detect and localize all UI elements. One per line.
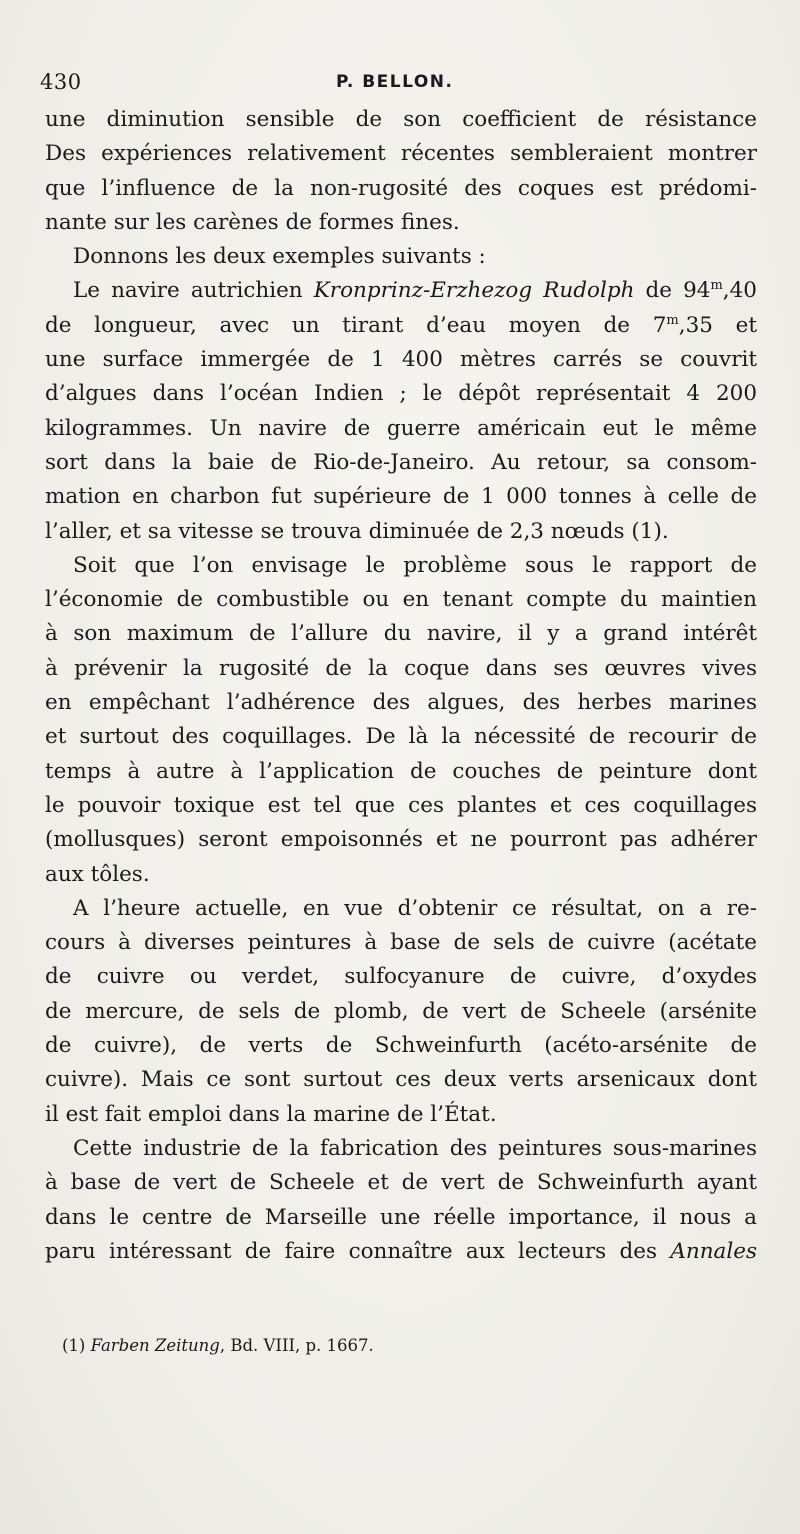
text-line: le pouvoir toxique est tel que ces plantes et ces coquillages <box>45 792 757 818</box>
text-line: Soit que l’on envisage le problème sous le rapport de <box>73 552 757 578</box>
journal-title: Annales <box>670 1238 757 1264</box>
body-text <box>45 103 757 1269</box>
page-number: 430 <box>40 70 82 94</box>
text-line: que l’influence de la non-rugosité des coques est prédomi- <box>45 175 757 201</box>
text-line: l’économie de combustible ou en tenant compte du maintien <box>45 587 757 613</box>
text-line: une diminution sensible de son coefficient de résistance <box>45 107 757 132</box>
text-line: et surtout des coquillages. De là la nécessité de recourir de <box>45 724 757 750</box>
text-run: ,40 <box>722 278 757 304</box>
unit-superscript: m <box>666 312 679 328</box>
text-line: A l’heure actuelle, en vue d’obtenir ce résultat, on a re- <box>73 895 757 921</box>
page-header <box>36 64 766 100</box>
text-line: Cette industrie de la fabrication des peintures sous-marines <box>73 1135 757 1161</box>
text-run: de longueur, avec un tirant d’eau moyen de 7 <box>45 312 667 338</box>
running-head: P. BELLON. <box>336 72 454 92</box>
text-line: de mercure, de sels de plomb, de vert de Scheele (arsénite <box>45 998 757 1024</box>
text-line: nante sur les carènes de formes fines. <box>45 209 460 235</box>
text-line <box>45 1235 757 1269</box>
text-line: il est fait emploi dans la marine de l’État. <box>45 1101 497 1127</box>
ship-name: Kronprinz-Erzhezog Rudolph <box>313 278 635 304</box>
text-run: de 94 <box>634 278 711 304</box>
text-line: une surface immergée de 1 400 mètres carrés se couvrit <box>45 347 757 373</box>
text-line: sort dans la baie de Rio-de-Janeiro. Au retour, sa consom- <box>45 449 757 475</box>
text-line: Donnons les deux exemples suivants : <box>73 244 486 270</box>
text-line: dans le centre de Marseille une réelle importance, il nous a <box>45 1204 757 1230</box>
text-line: temps à autre à l’application de couches de peinture dont <box>45 758 757 784</box>
text-run: ,35 et <box>678 312 758 338</box>
text-line: à son maximum de l’allure du navire, il y a grand intérêt <box>45 621 757 647</box>
text-run: Le navire autrichien <box>73 278 314 304</box>
footnote <box>62 1336 374 1355</box>
footnote-marker: (1) <box>62 1336 86 1355</box>
text-line <box>45 274 757 308</box>
text-line: de cuivre ou verdet, sulfocyanure de cuivre, d’oxydes <box>45 964 757 990</box>
text-line: cuivre). Mais ce sont surtout ces deux verts arsenicaux dont <box>45 1067 757 1093</box>
text-line: de cuivre), de verts de Schweinfurth (acéto-arsénite de <box>45 1033 757 1059</box>
text-line: mation en charbon fut supérieure de 1 000 tonnes à celle de <box>45 484 757 510</box>
text-line: kilogrammes. Un navire de guerre américain eut le même <box>45 415 757 441</box>
text-line: aux tôles. <box>45 861 150 887</box>
text-line: à prévenir la rugosité de la coque dans ses œuvres vives <box>45 655 757 681</box>
footnote-source: Farben Zeitung <box>90 1336 220 1355</box>
text-line: en empêchant l’adhérence des algues, des herbes marines <box>45 690 757 716</box>
unit-superscript: m <box>710 278 723 294</box>
text-line: d’algues dans l’océan Indien ; le dépôt représentait 4 200 <box>45 381 757 407</box>
text-line: l’aller, et sa vitesse se trouva diminuée de 2,3 nœuds (1). <box>45 518 669 544</box>
text-line: (mollusques) seront empoisonnés et ne pourront pas adhérer <box>45 827 757 853</box>
text-line <box>45 309 757 343</box>
text-line: cours à diverses peintures à base de sels de cuivre (acétate <box>45 930 757 956</box>
text-run: paru intéressant de faire connaître aux lecteurs des <box>45 1238 671 1264</box>
text-line: à base de vert de Scheele et de vert de Schweinfurth ayant <box>45 1170 757 1196</box>
text-line: Des expériences relativement récentes sembleraient montrer <box>45 141 757 167</box>
footnote-text: , Bd. VIII, p. 1667. <box>219 1336 374 1355</box>
